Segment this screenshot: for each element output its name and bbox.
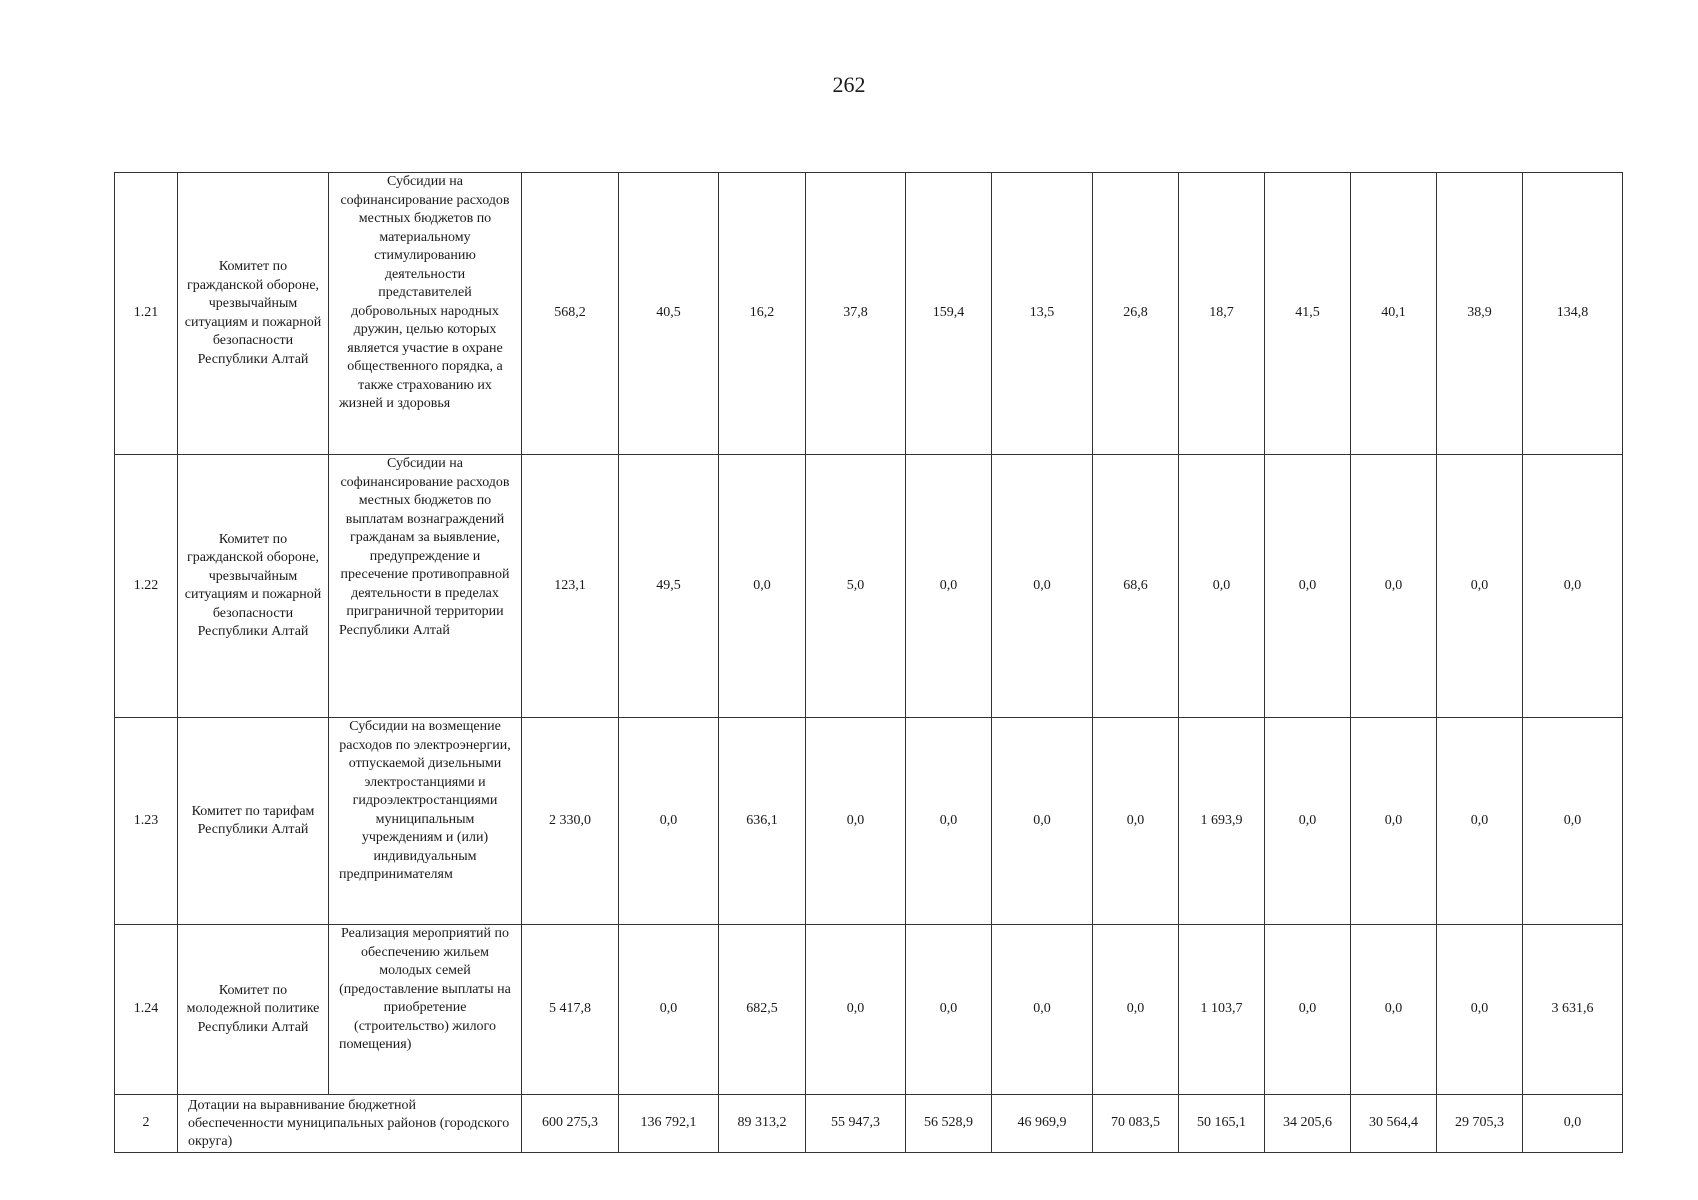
value-cell: 26,8	[1093, 173, 1179, 455]
value-cell: 1 103,7	[1179, 925, 1265, 1095]
value-cell: 0,0	[1523, 455, 1623, 718]
value-cell: 1 693,9	[1179, 718, 1265, 925]
description-cell: Субсидии на софинансирование расходов местных бюджетов по выплатам вознаграждений гражданам за выявление, предупреждение и пресечение противоправной деятельности в пределах приграничной территории Республики Алтай	[329, 455, 522, 718]
value-cell: 0,0	[1351, 718, 1437, 925]
value-cell: 0,0	[992, 455, 1093, 718]
value-cell: 16,2	[719, 173, 806, 455]
value-cell: 0,0	[992, 925, 1093, 1095]
value-cell: 0,0	[906, 455, 992, 718]
table-row-total	[115, 1095, 1623, 1153]
value-cell: 682,5	[719, 925, 806, 1095]
value-cell: 0,0	[1351, 925, 1437, 1095]
value-cell: 41,5	[1265, 173, 1351, 455]
value-cell: 55 947,3	[806, 1095, 906, 1153]
value-cell: 5,0	[806, 455, 906, 718]
agency-cell: Комитет по тарифам Республики Алтай	[178, 718, 329, 925]
page-number: 262	[832, 72, 866, 97]
value-cell: 89 313,2	[719, 1095, 806, 1153]
value-cell: 568,2	[522, 173, 619, 455]
value-cell: 0,0	[619, 718, 719, 925]
value-cell: 0,0	[1523, 1095, 1623, 1153]
value-cell: 18,7	[1179, 173, 1265, 455]
value-cell: 40,5	[619, 173, 719, 455]
value-cell: 2 330,0	[522, 718, 619, 925]
description-cell: Реализация мероприятий по обеспечению жильем молодых семей (предоставление выплаты на приобретение (строительство) жилого помещения)	[329, 925, 522, 1095]
value-cell: 13,5	[992, 173, 1093, 455]
value-cell: 0,0	[1437, 455, 1523, 718]
value-cell: 0,0	[1265, 925, 1351, 1095]
value-cell: 0,0	[1093, 718, 1179, 925]
description-cell: Субсидии на софинансирование расходов местных бюджетов по материальному стимулированию деятельности представителей добровольных народных дружин, целью которых является участие в охране общественного порядка, а также страхованию их жизней и здоровья	[329, 173, 522, 455]
value-cell: 3 631,6	[1523, 925, 1623, 1095]
value-cell: 30 564,4	[1351, 1095, 1437, 1153]
value-cell: 0,0	[1351, 455, 1437, 718]
row-number-cell: 2	[115, 1095, 178, 1153]
value-cell: 636,1	[719, 718, 806, 925]
value-cell: 600 275,3	[522, 1095, 619, 1153]
value-cell: 0,0	[1437, 925, 1523, 1095]
value-cell: 5 417,8	[522, 925, 619, 1095]
agency-cell: Комитет по гражданской обороне, чрезвычайным ситуациям и пожарной безопасности Республики Алтай	[178, 173, 329, 455]
agency-cell: Комитет по гражданской обороне, чрезвычайным ситуациям и пожарной безопасности Республики Алтай	[178, 455, 329, 718]
value-cell: 0,0	[1179, 455, 1265, 718]
value-cell: 0,0	[719, 455, 806, 718]
value-cell: 0,0	[1093, 925, 1179, 1095]
value-cell: 70 083,5	[1093, 1095, 1179, 1153]
row-number-cell: 1.24	[115, 925, 178, 1095]
value-cell: 0,0	[1265, 718, 1351, 925]
value-cell: 68,6	[1093, 455, 1179, 718]
description-cell: Дотации на выравнивание бюджетной обеспеченности муниципальных районов (городского округа)	[178, 1095, 522, 1153]
value-cell: 0,0	[806, 925, 906, 1095]
value-cell: 123,1	[522, 455, 619, 718]
row-number-cell: 1.21	[115, 173, 178, 455]
table-row	[115, 718, 1623, 925]
value-cell: 40,1	[1351, 173, 1437, 455]
table-row	[115, 173, 1623, 455]
value-cell: 0,0	[1265, 455, 1351, 718]
value-cell: 0,0	[992, 718, 1093, 925]
value-cell: 29 705,3	[1437, 1095, 1523, 1153]
agency-cell: Комитет по молодежной политике Республики Алтай	[178, 925, 329, 1095]
value-cell: 0,0	[619, 925, 719, 1095]
value-cell: 56 528,9	[906, 1095, 992, 1153]
value-cell: 159,4	[906, 173, 992, 455]
value-cell: 49,5	[619, 455, 719, 718]
row-number-cell: 1.23	[115, 718, 178, 925]
value-cell: 38,9	[1437, 173, 1523, 455]
value-cell: 0,0	[906, 925, 992, 1095]
value-cell: 136 792,1	[619, 1095, 719, 1153]
description-cell: Субсидии на возмещение расходов по электроэнергии, отпускаемой дизельными электростанциями и гидроэлектростанциями муниципальным учреждениям и (или) индивидуальным предпринимателям	[329, 718, 522, 925]
budget-table	[114, 172, 1623, 1153]
value-cell: 50 165,1	[1179, 1095, 1265, 1153]
table-row	[115, 455, 1623, 718]
value-cell: 0,0	[906, 718, 992, 925]
value-cell: 46 969,9	[992, 1095, 1093, 1153]
table-row	[115, 925, 1623, 1095]
value-cell: 0,0	[806, 718, 906, 925]
value-cell: 0,0	[1523, 718, 1623, 925]
value-cell: 0,0	[1437, 718, 1523, 925]
value-cell: 134,8	[1523, 173, 1623, 455]
value-cell: 37,8	[806, 173, 906, 455]
row-number-cell: 1.22	[115, 455, 178, 718]
value-cell: 34 205,6	[1265, 1095, 1351, 1153]
